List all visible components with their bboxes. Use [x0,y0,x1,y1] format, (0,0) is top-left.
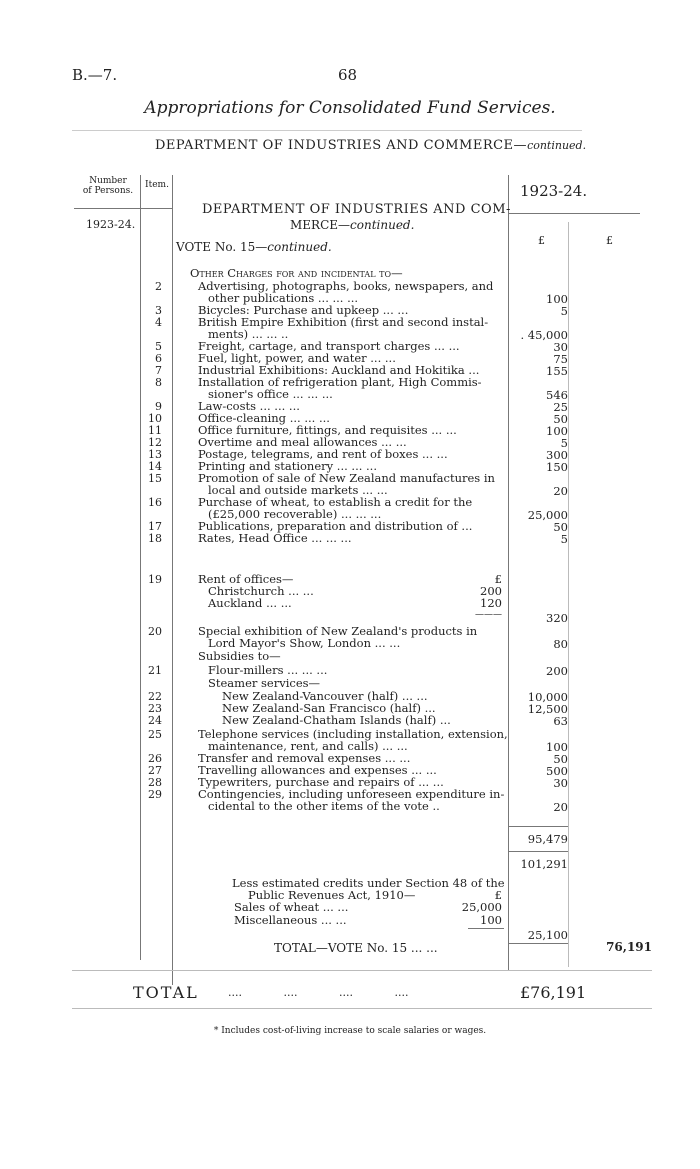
item-description: Office-cleaning ... ... ... [198,411,330,425]
item-number: 11 [148,424,162,437]
flour-millers-label: Flour-millers ... ... ... [208,663,328,677]
item-description: sioner's office ... ... ... [208,387,333,401]
subtotal-rule [508,826,568,827]
item-amount: 100 [546,292,568,306]
item-amount: . 45,000 [520,328,568,342]
item-header: Item. [145,180,169,190]
item-amount: 20 [553,484,568,498]
vote-total-label: TOTAL—VOTE No. 15 ... ... [274,941,438,955]
item-number: 18 [148,532,162,545]
credits-rule [468,928,504,929]
rent-rule: ——— [475,610,502,620]
grand-total-amount: £76,191 [520,983,587,1002]
item-description: Freight, cartage, and transport charges ... ... [198,339,460,353]
item-amount: 25 [553,400,568,414]
item-amount: 5 [560,304,568,318]
credits-line-2: Public Revenues Act, 1910— [248,888,416,902]
item-number: 22 [148,690,162,703]
item-description: (£25,000 recoverable) ... ... ... [208,507,382,521]
item-description: Bicycles: Purchase and upkeep ... ... [198,303,409,317]
item-description: Office furniture, fittings, and requisites ... ... [198,423,457,437]
item-amount: 50 [553,520,568,534]
item-description: Industrial Exhibitions: Auckland and Hokitika ... [198,363,480,377]
item-number: 17 [148,520,162,533]
item-number: 27 [148,764,162,777]
gross-total-amount: 101,291 [520,857,568,871]
grand-total-leaders: .... .... .... .... [228,986,409,999]
footnote: * Includes cost-of-living increase to scale salaries or wages. [213,1026,487,1036]
item-number: 15 [148,472,162,485]
item-number: 14 [148,460,162,473]
item-amount: 300 [546,448,568,462]
item-number: 19 [148,573,162,586]
gross-total-rule [508,851,568,852]
item-description: Lord Mayor's Show, London ... ... [208,636,401,650]
item-amount: 5 [560,532,568,546]
vote-heading: VOTE No. 15—continued. [176,240,332,254]
year-header-left: 1923-24. [86,218,136,231]
rent-entry-amount: 120 [480,596,502,610]
item-amount: 30 [553,776,568,790]
item-description: Fuel, light, power, and water ... ... [198,351,396,365]
department-heading: DEPARTMENT OF INDUSTRIES AND COMMERCE—continued. [155,138,587,153]
item-description: local and outside markets ... ... [208,483,388,497]
rent-entry-name: Auckland ... ... [208,596,292,610]
item-number: 20 [148,625,162,638]
item-amount: 75 [553,352,568,366]
item-amount: 150 [546,460,568,474]
item-number: 24 [148,714,162,727]
header-underline-right [508,213,640,214]
header-underline-left [74,208,172,209]
item-number: 8 [155,376,162,389]
item-number: 26 [148,752,162,765]
credits-currency: £ [494,888,502,902]
item-description: Telephone services (including installation, extension, [198,727,508,741]
item-number: 28 [148,776,162,789]
item-description: ments) ... ... .. [208,327,289,341]
section-heading-2: MERCE—continued. [290,218,415,232]
item-description: maintenance, rent, and calls) ... ... [208,739,408,753]
item-number: 25 [148,728,162,741]
item-number: 7 [155,364,162,377]
steamer-service-amount: 10,000 [527,690,568,704]
item-description: Overtime and meal allowances ... ... [198,435,407,449]
item-number: 2 [155,280,162,293]
steamer-service-amount: 12,500 [527,702,568,716]
item-amount: 50 [553,752,568,766]
rent-entry-amount: 200 [480,584,502,598]
item-number: 23 [148,702,162,715]
steamer-service-name: New Zealand-Vancouver (half) ... ... [222,689,428,703]
credits-line-1: Less estimated credits under Section 48 of the [232,876,505,890]
item-description: Rates, Head Office ... ... ... [198,531,352,545]
item-description: British Empire Exhibition (first and second instal- [198,315,489,329]
item-amount: 155 [546,364,568,378]
item-description: Publications, preparation and distribution of ... [198,519,473,533]
item-description: Typewriters, purchase and repairs of ... ... [198,775,444,789]
number-of-persons-header: Number of Persons. [82,176,134,196]
item-description: Installation of refrigeration plant, High Commis- [198,375,482,389]
subsidies-label: Subsidies to— [198,649,281,663]
credit-entry-name: Miscellaneous ... ... [234,913,347,927]
steamer-services-label: Steamer services— [208,676,321,690]
item-description: Travelling allowances and expenses ... ... [198,763,437,777]
year-header-right: 1923-24. [520,182,588,200]
currency-header-1: £ [538,234,545,247]
item-description: other publications ... ... ... [208,291,359,305]
credit-entry-amount: 25,000 [461,900,502,914]
item-description: Contingencies, including unforeseen expenditure in- [198,787,505,801]
item-number: 10 [148,412,162,425]
item-amount: 80 [553,637,568,651]
item-amount: 100 [546,424,568,438]
grand-total-rule [72,1008,652,1009]
item-description: Purchase of wheat, to establish a credit for the [198,495,473,509]
item-number: 5 [155,340,162,353]
credits-total-rule [508,943,568,944]
item-description: Transfer and removal expenses ... ... [198,751,411,765]
item-amount: 5 [560,436,568,450]
rent-entry-name: Christchurch ... ... [208,584,314,598]
credit-entry-amount: 100 [480,913,502,927]
item-number: 9 [155,400,162,413]
column-divider-item [172,175,173,985]
item-number: 21 [148,664,162,677]
page-title: Appropriations for Consolidated Fund Services. [144,98,556,118]
item-amount: 20 [553,800,568,814]
item-description: Postage, telegrams, and rent of boxes ... ... [198,447,448,461]
flour-millers-amount: 200 [546,664,568,678]
credit-entry-name: Sales of wheat ... ... [234,900,349,914]
rent-currency: £ [494,572,502,586]
item-amount: 25,000 [527,508,568,522]
item-description: cidental to the other items of the vote .. [208,799,440,813]
item-description: Printing and stationery ... ... ... [198,459,377,473]
item-description: Special exhibition of New Zealand's products in [198,624,478,638]
item-number: 16 [148,496,162,509]
vote-total-rule [72,970,652,971]
header-rule [72,130,582,131]
item-number: 6 [155,352,162,365]
rent-total: 320 [546,611,568,625]
other-charges-heading: Other Charges for and incidental to— [190,266,403,280]
page-number: 68 [338,66,358,84]
column-divider-amount-2 [568,222,569,967]
steamer-service-name: New Zealand-Chatham Islands (half) ... [222,713,451,727]
item-amount: 546 [546,388,568,402]
vote-total-amount: 76,191 [606,940,652,954]
steamer-service-amount: 63 [553,714,568,728]
currency-header-2: £ [606,234,613,247]
steamer-service-name: New Zealand-San Francisco (half) ... [222,701,436,715]
item-number: 13 [148,448,162,461]
item-description: Advertising, photographs, books, newspapers, and [198,279,494,293]
page-reference: B.—7. [72,66,118,84]
grand-total-label: TOTAL [133,983,199,1002]
section-heading-1: DEPARTMENT OF INDUSTRIES AND COM- [202,202,511,217]
item-description: Promotion of sale of New Zealand manufactures in [198,471,495,485]
item-amount: 500 [546,764,568,778]
item-number: 12 [148,436,162,449]
item-amount: 50 [553,412,568,426]
rent-label: Rent of offices— [198,572,294,586]
item-amount: 100 [546,740,568,754]
credits-total: 25,100 [527,928,568,942]
item-number: 4 [155,316,162,329]
item-amount: 30 [553,340,568,354]
item-number: 3 [155,304,162,317]
item-description: Law-costs ... ... ... [198,399,300,413]
subtotal-amount: 95,479 [527,832,568,846]
item-number: 29 [148,788,162,801]
